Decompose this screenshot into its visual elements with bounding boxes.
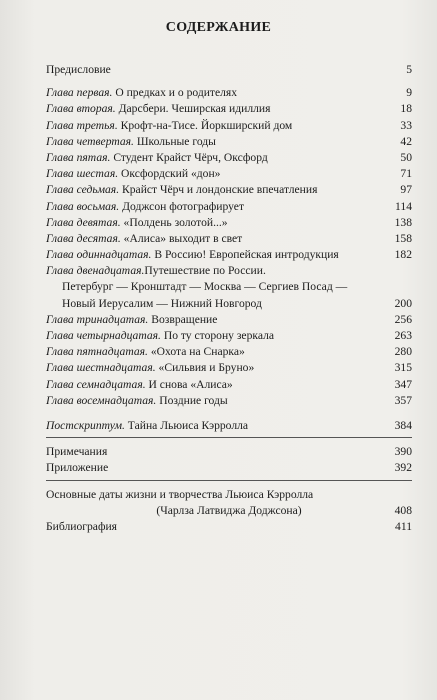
toc-entry-ch2 [46,101,412,117]
toc-entry-chapter-label: Глава четвертая. [46,134,134,148]
table-of-contents [46,62,412,535]
toc-entry-title-line2: (Чарлза Латвиджа Доджсона) [156,503,302,517]
toc-entry-chapter-label: Глава четырнадцатая. [46,329,161,342]
toc-entry-appendix [46,460,412,476]
toc-entry-page: 390 [394,445,412,459]
toc-entry-title-line1: Путешествие по России. [144,264,266,278]
toc-entry-ch13 [46,312,412,328]
toc-entry-page: 158 [394,231,412,245]
toc-entry-title: Крофт-на-Тисе. Йоркширский дом [120,118,293,132]
toc-entry-ch5 [46,150,412,166]
toc-entry-page: 392 [394,461,412,475]
toc-entry-title-line3: Новый Иерусалим — Нижний Новгород [62,296,262,310]
toc-entry-chapter-label: Глава седьмая. [46,183,120,197]
toc-entry-chapter-label: Глава пятнадцатая. [46,345,148,359]
toc-entry-title: «Алиса» выходит в свет [123,231,243,245]
toc-entry-page: 200 [394,296,412,310]
toc-entry-ch6 [46,166,412,182]
toc-entry-chapter-label: Глава двенадцатая. [46,264,145,278]
toc-entry-title: Тайна Льюиса Кэрролла [127,418,249,432]
toc-entry-chapter-label: Глава одиннадцатая. [46,248,152,262]
toc-entry-title: Студент Крайст Чёрч, Оксфорд [113,150,268,164]
toc-entry-title: «Сильвия и Бруно» [158,361,255,375]
toc-entry-ch18 [46,393,412,409]
toc-entry-chapter-label: Глава третья. [46,118,118,132]
toc-entry-ch11 [46,247,412,263]
toc-entry-chapter-label: Глава шестнадцатая. [46,361,156,375]
toc-entry-title: «Охота на Снарка» [150,345,245,359]
toc-entry-title: В Россию! Европейская интродукция [154,248,339,262]
toc-entry-title: Оксфордский «дон» [121,167,221,181]
toc-entry-title: Школьные годы [136,134,216,148]
toc-entry-ch4 [46,134,412,150]
toc-entry-page: 97 [400,183,412,197]
toc-entry-page: 315 [394,361,412,375]
toc-entry-title: И снова «Алиса» [148,377,233,391]
toc-entry-chronology [46,487,412,519]
toc-entry-title: Возвращение [151,312,218,326]
toc-entry-page: 50 [400,150,412,164]
toc-entry-ch15 [46,344,412,360]
toc-entry-title: Примечания [46,445,108,459]
toc-entry-ch17 [46,377,412,393]
toc-entry-title: Доджсон фотографирует [122,199,245,213]
toc-entry-title-line1: Основные даты жизни и творчества Льюиса Кэрролла [46,487,314,501]
toc-entry-page: 9 [406,86,412,100]
toc-entry-ch16 [46,360,412,376]
toc-entry-ch14 [46,328,412,344]
toc-entry-page: 347 [394,377,412,391]
toc-entry-title-line2: Петербург — Кронштадт — Москва — Сергиев Посад — [62,280,348,294]
toc-entry-postscript [46,418,412,434]
toc-entry-title: Предисловие [46,63,111,76]
page-title: СОДЕРЖАНИЕ [165,20,272,35]
toc-entry-title: Библиография [46,519,118,533]
toc-entry-title: Крайст Чёрч и лондонские впечатления [122,183,318,197]
toc-entry-bibliography [46,519,412,535]
toc-entry-page: 384 [394,418,412,432]
toc-entry-page: 263 [394,329,412,342]
toc-entry-page: 280 [394,345,412,359]
toc-entry-chapter-label: Глава восемнадцатая. [46,393,157,407]
toc-entry-ch7 [46,182,412,198]
toc-entry-page: 33 [400,118,412,132]
toc-entry-page: 5 [406,63,412,76]
toc-entry-title: О предках и о родителях [115,86,238,100]
toc-entry-chapter-label: Постскриптум. [46,418,125,432]
toc-entry-ch3 [46,118,412,134]
toc-entry-chapter-label: Глава вторая. [46,102,116,116]
toc-entry-page: 182 [394,248,412,262]
toc-entry-page: 71 [400,167,412,181]
toc-entry-page: 256 [394,312,412,326]
toc-entry-chapter-label: Глава шестая. [46,167,119,181]
toc-entry-page: 18 [400,102,412,116]
toc-entry-page: 408 [394,503,412,517]
toc-entry-chapter-label: Глава первая. [46,86,113,100]
toc-entry-ch9 [46,215,412,231]
toc-entry-ch8 [46,199,412,215]
toc-entry-notes [46,444,412,460]
toc-entry-title: «Полдень золотой...» [123,215,228,229]
toc-entry-page: 138 [394,215,412,229]
toc-entry-title: Приложение [46,461,109,475]
toc-entry-ch12 [46,263,412,312]
toc-entry-title: Поздние годы [159,393,228,407]
divider [46,480,412,481]
toc-entry-page: 357 [394,393,412,407]
toc-entry-chapter-label: Глава тринадцатая. [46,312,149,326]
toc-entry-chapter-label: Глава семнадцатая. [46,377,146,391]
toc-entry-chapter-label: Глава восьмая. [46,199,120,213]
toc-entry-ch1 [46,85,412,101]
toc-entry-preface [46,62,412,78]
toc-entry-chapter-label: Глава десятая. [46,231,121,245]
toc-entry-chapter-label: Глава пятая. [46,150,111,164]
toc-entry-chapter-label: Глава девятая. [46,215,121,229]
toc-entry-page: 42 [400,134,412,148]
toc-entry-page: 411 [395,519,412,533]
toc-entry-ch10 [46,231,412,247]
toc-entry-title: По ту сторону зеркала [163,329,275,342]
toc-entry-page: 114 [395,199,412,213]
divider [46,437,412,438]
toc-entry-title: Дарсбери. Чеширская идиллия [118,102,271,116]
